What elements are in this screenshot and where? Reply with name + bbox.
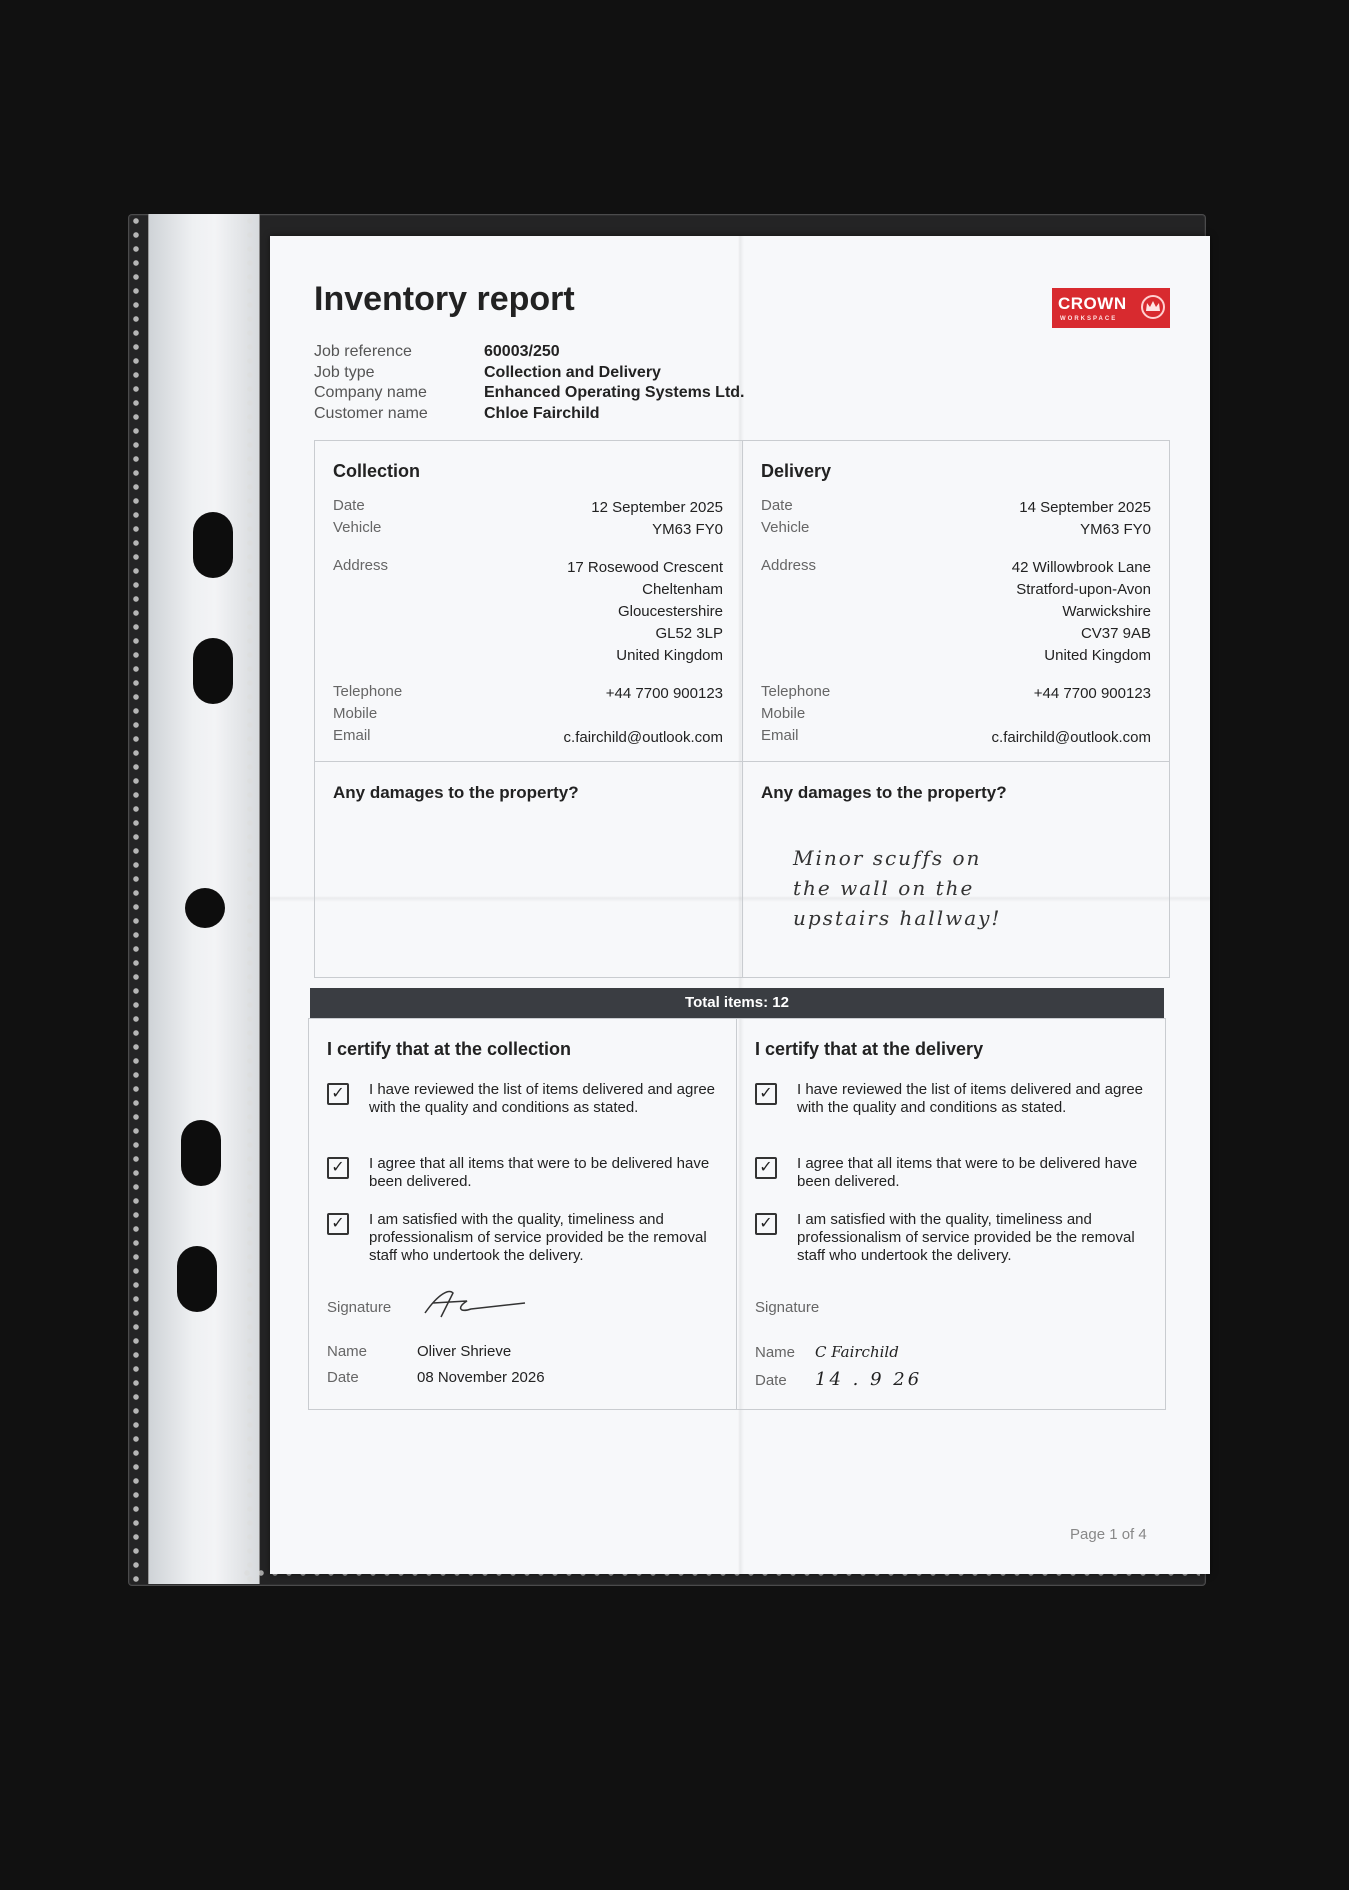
checkbox-checked-icon[interactable]: ✓ xyxy=(327,1157,349,1179)
collection-damages-heading: Any damages to the property? xyxy=(333,783,579,802)
delivery-cert-heading: I certify that at the delivery xyxy=(755,1039,984,1059)
crown-icon xyxy=(1140,294,1166,320)
delivery-name: Name C Fairchild xyxy=(755,1343,899,1361)
collection-signature-label: Signature xyxy=(327,1299,392,1316)
addresses-box: Collection Date 12 September 2025 Vehicle YM63 FY0 Address 17 Rosewood Crescent Cheltenham Gloucestershire GL52 3LP United Kingdom Telephone +44 7700 900123 Mobile Email c.fairchild@outlook.com Any damages to the property? Delivery Date 14 September 2025 Vehicle YM63 FY0 Address 42 Willowbrook Lane Stratford-upon-Avon Warwickshire CV37 9AB United Kingdom Telephone +44 7700 900123 Mobile Email c.fairchild@outlook.com Any damages to the property? Minor scuffs on the wall on the upstairs hallway! xyxy=(314,440,1170,978)
punch-hole xyxy=(193,512,233,578)
punch-hole xyxy=(185,888,225,928)
delivery-signature-label: Signature xyxy=(755,1299,820,1316)
page-title: Inventory report xyxy=(314,280,575,318)
delivery-damages-heading: Any damages to the property? xyxy=(761,783,1007,802)
collection-name: Name Oliver Shrieve xyxy=(327,1343,512,1360)
signature-scribble xyxy=(419,1283,529,1323)
checkbox-checked-icon[interactable]: ✓ xyxy=(755,1213,777,1235)
meta-row: Customer name Chloe Fairchild xyxy=(314,404,600,422)
crown-workspace-logo: CROWN WORKSPACE xyxy=(1052,288,1170,328)
certification-box: I certify that at the collection ✓ I have reviewed the list of items delivered and agree with the quality and conditions as stated. ✓ I agree that all items that were to be delivered have been delivered. ✓ I am satisfied with the quality, timeliness and professionalism of service provided be the removal staff who undertook the delivery. Signature Name Oliver Shrieve Date 08 November 2026 I certify that at the delivery ✓ I have reviewed the list of items delivered and agree with the quality and conditions as stated. ✓ I agree that all items that were to be delivered have been delivered. ✓ I am satisfied with the quality, timeliness and professionalism of service provided be the removal staff who undertook the delivery. Signature Name C Fairchild Date 14 . 9 26 xyxy=(308,1018,1166,1410)
handwritten-damages-note: Minor scuffs on the wall on the upstairs hallway! xyxy=(793,846,1002,930)
delivery-date-signed: Date 14 . 9 26 xyxy=(755,1369,923,1390)
checkbox-checked-icon[interactable]: ✓ xyxy=(327,1213,349,1235)
job-meta xyxy=(314,342,745,424)
sleeve-perforation xyxy=(244,214,256,1584)
page-number: Page 1 of 4 xyxy=(1070,1526,1147,1543)
inventory-report-sheet xyxy=(270,236,1210,1574)
collection-cert-heading: I certify that at the collection xyxy=(327,1039,572,1059)
checkbox-checked-icon[interactable]: ✓ xyxy=(327,1083,349,1105)
checkbox-checked-icon[interactable]: ✓ xyxy=(755,1083,777,1105)
sleeve-perforation xyxy=(130,214,142,1584)
punch-hole xyxy=(177,1246,217,1312)
delivery-heading: Delivery xyxy=(761,461,832,481)
punch-hole xyxy=(181,1120,221,1186)
meta-row: Job reference 60003/250 xyxy=(314,343,560,360)
collection-heading: Collection xyxy=(333,461,421,481)
meta-row: Job type Collection and Delivery xyxy=(314,363,661,381)
checkbox-checked-icon[interactable]: ✓ xyxy=(755,1157,777,1179)
collection-date-signed: Date 08 November 2026 xyxy=(327,1369,545,1386)
meta-row: Company name Enhanced Operating Systems Ltd. xyxy=(314,384,745,401)
total-items-bar: Total items: 12 xyxy=(310,988,1164,1018)
punch-hole xyxy=(193,638,233,704)
